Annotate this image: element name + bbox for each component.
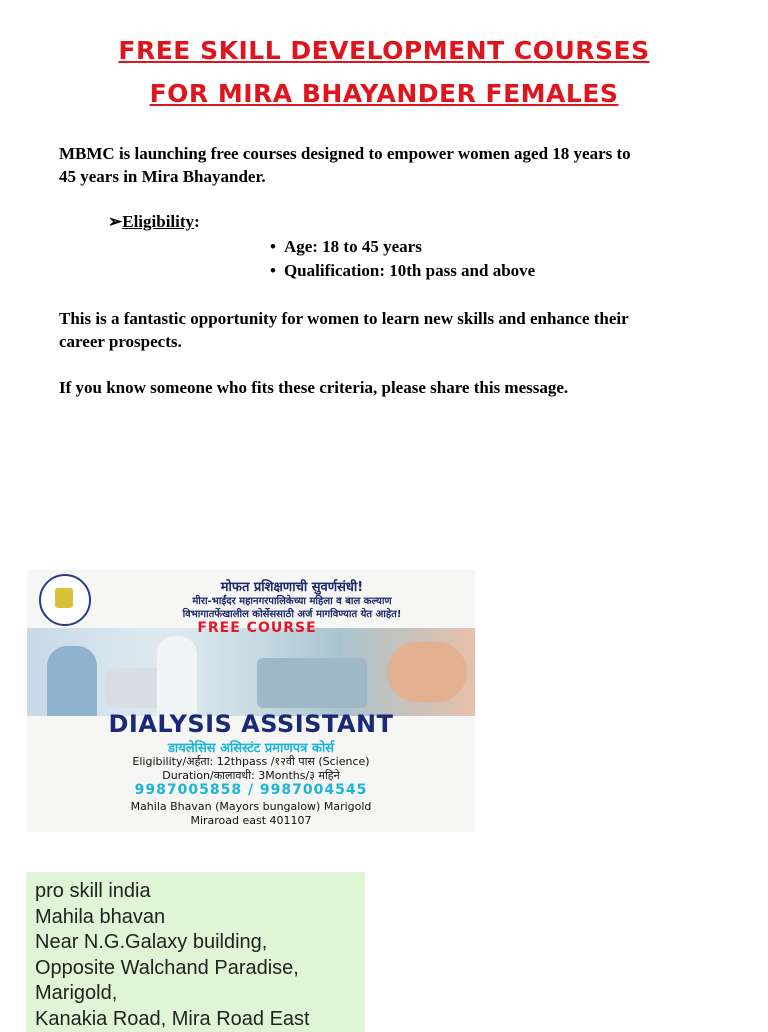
flyer-marathi-heading: मोफत प्रशिक्षणाची सुवर्णसंधी! [107,577,475,595]
flyer-eligibility: Eligibility/अर्हता: 12thpass /१२वी पास (Science) [27,754,475,769]
intro-line-2: 45 years in Mira Bhayander. [59,165,749,188]
address-line-1: pro skill india [26,872,365,905]
dialysis-course-flyer [27,570,475,832]
address-line-6: Kanakia Road, Mira Road East [26,1007,365,1032]
share-paragraph: If you know someone who fits these criteria, please share this message. [59,376,749,399]
eligibility-item-qualification: • Qualification: 10th pass and above [270,259,535,283]
photo-hands [387,642,467,702]
intro-paragraph [59,142,749,188]
flyer-hospital-photo [27,628,475,716]
eligibility-label: Eligibility [122,212,194,231]
opportunity-line-1: This is a fantastic opportunity for women to learn new skills and enhance their [59,307,749,330]
flyer-course-marathi: डायलेसिस असिस्टंट प्रमाणपत्र कोर्स [27,738,475,756]
intro-line-1: MBMC is launching free courses designed to empower women aged 18 years to [59,142,749,165]
eligibility-heading [108,212,200,232]
address-box [26,872,365,1032]
page-title-line-1: FREE SKILL DEVELOPMENT COURSES [0,36,768,65]
photo-dialysis-machine [257,658,367,708]
opportunity-line-2: career prospects. [59,330,749,353]
address-line-5: Marigold, [26,981,365,1007]
address-line-3: Near N.G.Galaxy building, [26,930,365,956]
photo-doctor-figure [157,636,197,716]
arrow-bullet-icon: ➢ [108,212,122,231]
flyer-free-course-label: FREE COURSE [147,620,367,636]
address-line-2: Mahila bhavan [26,905,365,931]
page-title-line-2: FOR MIRA BHAYANDER FEMALES [0,79,768,108]
address-line-4: Opposite Walchand Paradise, [26,956,365,982]
flyer-address-line-2: Miraroad east 401107 [27,814,475,827]
eligibility-list [270,235,535,283]
flyer-duration: Duration/कालावधी: 3Months/३ महिने [27,768,475,783]
opportunity-paragraph [59,307,749,353]
flyer-course-name: DIALYSIS ASSISTANT [27,710,475,738]
flyer-marathi-line-2: मीरा-भाईंदर महानगरपालिकेच्या महिला व बाल कल्याण [107,593,475,607]
eligibility-item-age: • Age: 18 to 45 years [270,235,535,259]
eligibility-colon: : [194,212,200,231]
mbmc-logo [39,574,91,626]
flyer-marathi-line-3: विभागातर्फेखालील कोर्सेससाठी अर्ज मागविण्यात येत आहेत! [107,606,475,620]
flyer-phone-numbers: 9987005858 / 9987004545 [27,782,475,798]
photo-nurse-figure [47,646,97,716]
flyer-address-line-1: Mahila Bhavan (Mayors bungalow) Marigold [27,800,475,813]
